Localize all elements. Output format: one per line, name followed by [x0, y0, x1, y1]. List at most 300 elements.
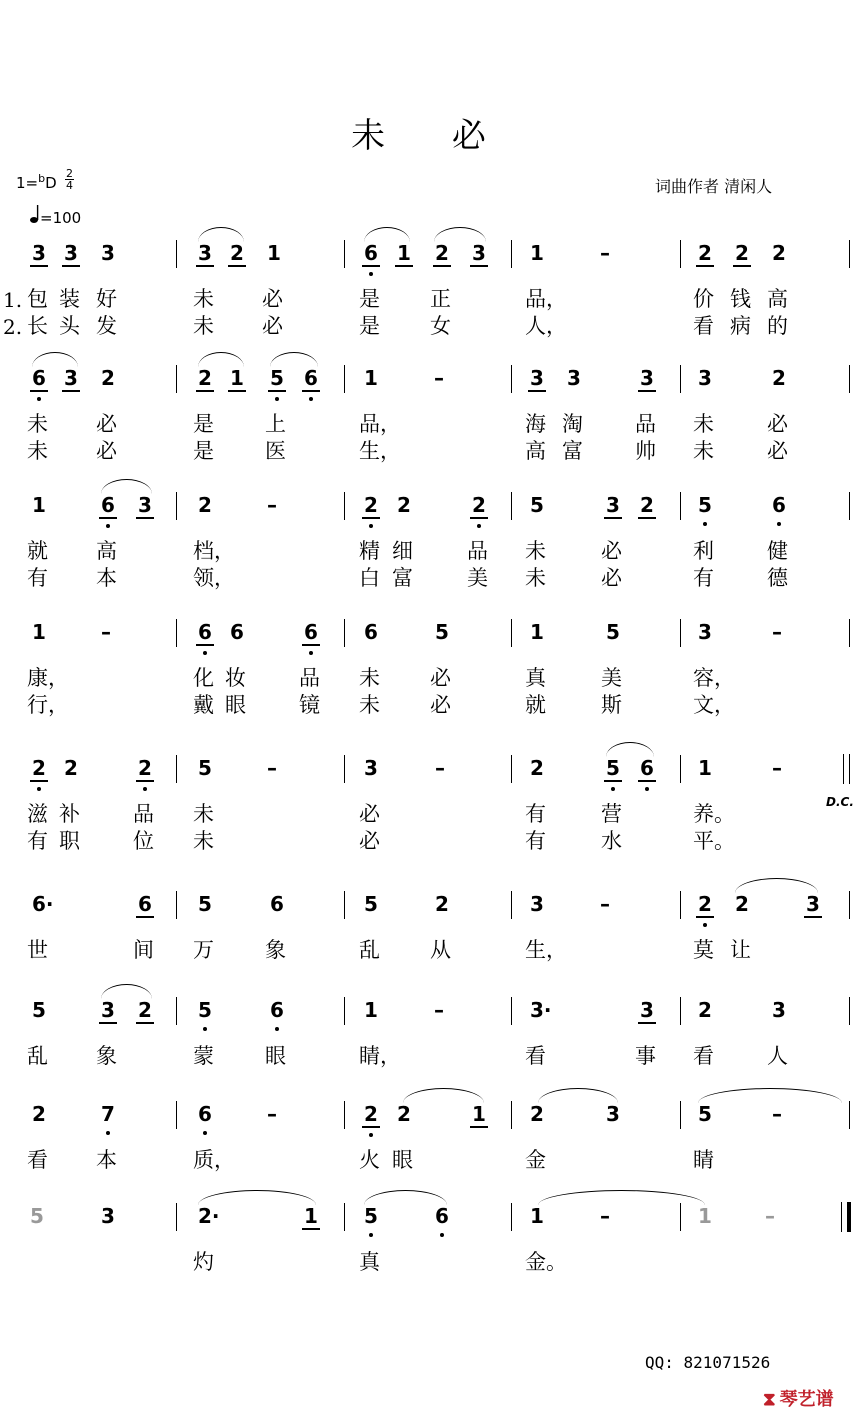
slur — [538, 1088, 618, 1103]
lyric: 病 — [730, 314, 751, 338]
note: 5 — [435, 620, 449, 644]
bar-line — [344, 365, 345, 393]
lyric: 职 — [59, 829, 80, 853]
bar-line — [511, 1101, 512, 1129]
lyric: 精 — [359, 539, 380, 563]
lyric: 富 — [562, 439, 583, 463]
bar-line — [680, 619, 681, 647]
lyric: 乱 — [27, 1044, 48, 1068]
note: 5 — [364, 1204, 378, 1228]
note: 1 — [364, 998, 378, 1022]
bar-line — [344, 1203, 345, 1231]
note: 5 — [606, 620, 620, 644]
note: 3 — [772, 998, 786, 1022]
lyric: 未 — [193, 287, 214, 311]
brand-icon: ⧗ — [763, 1389, 776, 1410]
lyric: 必 — [601, 539, 622, 563]
slur — [403, 1088, 484, 1103]
lyric: 未 — [525, 566, 546, 590]
bar-line — [344, 755, 345, 783]
note: – — [435, 756, 445, 780]
note: 2 — [64, 756, 78, 780]
lyric: 看 — [27, 1148, 48, 1172]
note: 6 — [270, 998, 284, 1022]
note: – — [600, 241, 610, 265]
lyric: 细 — [392, 539, 413, 563]
note: 2 — [138, 998, 152, 1022]
note: 1 — [304, 1204, 318, 1228]
note: 5 — [198, 998, 212, 1022]
note: 2 — [198, 366, 212, 390]
note: 1 — [472, 1102, 486, 1126]
lyric: 就 — [525, 693, 546, 717]
bar-line — [680, 755, 681, 783]
lyric: 眼 — [392, 1148, 413, 1172]
note: 3 — [567, 366, 581, 390]
note: 3 — [640, 998, 654, 1022]
lyric: 好 — [96, 287, 117, 311]
note: 6· — [32, 892, 54, 916]
note: 5 — [198, 756, 212, 780]
lyric: 未 — [193, 829, 214, 853]
lyric: 本 — [96, 566, 117, 590]
note: 6 — [101, 493, 115, 517]
note: 1 — [698, 1204, 712, 1228]
lyric: 眼 — [225, 693, 246, 717]
lyric: 富 — [392, 566, 413, 590]
lyric: 品 — [133, 802, 154, 826]
note: 3 — [530, 366, 544, 390]
bar-line — [176, 997, 177, 1025]
note: 2 — [530, 756, 544, 780]
lyric: 有 — [525, 829, 546, 853]
note: 2 — [101, 366, 115, 390]
note: 3 — [606, 1102, 620, 1126]
lyric: 人， — [525, 314, 567, 338]
quarter-note-icon — [30, 205, 40, 223]
lyric: 必 — [430, 693, 451, 717]
lyric: 必 — [262, 287, 283, 311]
note: 6 — [640, 756, 654, 780]
bar-line — [176, 1203, 177, 1231]
note: 2 — [364, 493, 378, 517]
note: 2 — [32, 1102, 46, 1126]
note: 3 — [101, 998, 115, 1022]
note: 2 — [640, 493, 654, 517]
bar-line — [344, 240, 345, 268]
note: 3 — [640, 366, 654, 390]
slur — [606, 742, 654, 757]
lyric: 容， — [693, 666, 735, 690]
lyric: 美 — [467, 566, 488, 590]
note: 6 — [32, 366, 46, 390]
bar-line — [176, 891, 177, 919]
slur — [198, 352, 244, 367]
lyric: 必 — [767, 412, 788, 436]
note: 6 — [772, 493, 786, 517]
note: 1 — [397, 241, 411, 265]
lyric: 必 — [601, 566, 622, 590]
note: – — [101, 620, 111, 644]
note: 2 — [198, 493, 212, 517]
lyric: 镜 — [299, 693, 320, 717]
lyric: 有 — [27, 829, 48, 853]
bar-line — [511, 891, 512, 919]
note: 3 — [101, 241, 115, 265]
bar-line — [849, 1101, 850, 1129]
lyric: 妆 — [225, 666, 246, 690]
lyric: 海 — [525, 412, 546, 436]
bar-line — [511, 619, 512, 647]
note: 5 — [32, 998, 46, 1022]
note: 6 — [270, 892, 284, 916]
song-title: 未 必 — [351, 116, 514, 156]
lyric: 戴 — [193, 693, 214, 717]
note: 2 — [397, 1102, 411, 1126]
note: 3 — [32, 241, 46, 265]
note: 3 — [530, 892, 544, 916]
bar-line — [511, 492, 512, 520]
bar-line — [680, 365, 681, 393]
time-signature-top: 2 — [66, 167, 73, 180]
note: 2 — [772, 366, 786, 390]
lyric: 乱 — [359, 938, 380, 962]
slur — [538, 1190, 705, 1205]
key-tonic: D — [45, 174, 57, 192]
note: 3 — [606, 493, 620, 517]
lyric: 长 — [27, 314, 48, 338]
bar-line — [680, 1203, 681, 1231]
lyric: 必 — [430, 666, 451, 690]
lyric: 质， — [193, 1148, 235, 1172]
lyric: 位 — [133, 829, 154, 853]
note: 1 — [530, 1204, 544, 1228]
lyric: 头 — [59, 314, 80, 338]
lyric: 化 — [193, 666, 214, 690]
note: 5 — [698, 1102, 712, 1126]
lyric: 斯 — [601, 693, 622, 717]
note: 2 — [364, 1102, 378, 1126]
lyric: 包 — [27, 287, 48, 311]
time-signature — [65, 168, 74, 191]
lyric: 蒙 — [193, 1044, 214, 1068]
slur — [101, 479, 152, 494]
note: 6 — [138, 892, 152, 916]
note: 1 — [32, 620, 46, 644]
lyric: 金 — [525, 1148, 546, 1172]
lyric: 未 — [193, 314, 214, 338]
lyric: 必 — [96, 412, 117, 436]
bar-line — [176, 365, 177, 393]
note: 6 — [230, 620, 244, 644]
slur — [101, 984, 152, 999]
tempo-value: =100 — [40, 209, 82, 227]
note: 3 — [472, 241, 486, 265]
bar-line — [680, 997, 681, 1025]
lyric: 金。 — [525, 1250, 567, 1274]
lyric: 装 — [59, 287, 80, 311]
note: 2 — [772, 241, 786, 265]
note: – — [434, 366, 444, 390]
slur — [364, 227, 410, 242]
lyric: 有 — [693, 566, 714, 590]
bar-line — [344, 492, 345, 520]
note: 2 — [230, 241, 244, 265]
lyric: 品 — [467, 539, 488, 563]
lyric: 必 — [262, 314, 283, 338]
slur — [434, 227, 486, 242]
contact-qq: QQ: 821071526 — [645, 1353, 771, 1372]
note: 3 — [364, 756, 378, 780]
lyric: 档， — [193, 539, 235, 563]
note: 2 — [735, 241, 749, 265]
lyric: 灼 — [193, 1250, 214, 1274]
lyric: 利 — [693, 539, 714, 563]
brand-logo — [763, 1385, 834, 1411]
lyric: 发 — [96, 314, 117, 338]
note: 6 — [304, 620, 318, 644]
lyric: 未 — [193, 802, 214, 826]
brand-name: 琴艺谱 — [779, 1389, 834, 1410]
note: 3 — [101, 1204, 115, 1228]
lyric: 象 — [265, 938, 286, 962]
lyric: 是 — [359, 287, 380, 311]
lyric: 看 — [693, 1044, 714, 1068]
lyric: 未 — [27, 412, 48, 436]
lyric: 让 — [730, 938, 751, 962]
final-bar-line — [847, 1202, 851, 1232]
lyric: 领， — [193, 566, 235, 590]
da-capo-marking: D.C. — [826, 795, 854, 809]
note: 2 — [32, 756, 46, 780]
note: 6 — [364, 620, 378, 644]
lyric: 看 — [525, 1044, 546, 1068]
bar-line — [849, 891, 850, 919]
lyric: 必 — [359, 802, 380, 826]
bar-line — [511, 365, 512, 393]
bar-line — [849, 492, 850, 520]
lyric: 未 — [525, 539, 546, 563]
lyric: 品 — [635, 412, 656, 436]
bar-line — [176, 619, 177, 647]
lyric: 健 — [767, 539, 788, 563]
lyric: 平。 — [693, 829, 735, 853]
lyric: 高 — [96, 539, 117, 563]
bar-line — [176, 1101, 177, 1129]
lyric: 医 — [265, 439, 286, 463]
lyric: 有 — [27, 566, 48, 590]
lyric: 文， — [693, 693, 735, 717]
note: – — [772, 756, 782, 780]
bar-line — [344, 619, 345, 647]
lyric: 的 — [767, 314, 788, 338]
lyric: 高 — [767, 287, 788, 311]
lyric: 是 — [193, 412, 214, 436]
slur — [198, 227, 244, 242]
lyric: 白 — [359, 566, 380, 590]
lyric: 品 — [299, 666, 320, 690]
note: – — [772, 620, 782, 644]
lyric: 本 — [96, 1148, 117, 1172]
note: 2 — [435, 241, 449, 265]
bar-line — [511, 1203, 512, 1231]
lyric: 补 — [59, 802, 80, 826]
note: 6 — [435, 1204, 449, 1228]
note: 6 — [364, 241, 378, 265]
note: 3· — [530, 998, 552, 1022]
bar-line — [344, 891, 345, 919]
lyric: 真 — [525, 666, 546, 690]
note: – — [765, 1204, 775, 1228]
note: 3 — [64, 241, 78, 265]
bar-line — [344, 997, 345, 1025]
bar-line — [849, 240, 850, 268]
note: – — [600, 1204, 610, 1228]
lyric: 从 — [430, 938, 451, 962]
lyric: 高 — [525, 439, 546, 463]
note: 2 — [138, 756, 152, 780]
note: 2 — [698, 241, 712, 265]
lyric: 就 — [27, 539, 48, 563]
author-credit: 词曲作者 清闲人 — [655, 177, 773, 196]
tempo-marking — [30, 205, 81, 227]
note: – — [267, 493, 277, 517]
lyric: 有 — [525, 802, 546, 826]
note: 2 — [472, 493, 486, 517]
note: 5 — [198, 892, 212, 916]
lyric: 睛， — [359, 1044, 401, 1068]
note: 2 — [698, 998, 712, 1022]
double-bar-line — [843, 754, 844, 784]
note: 3 — [198, 241, 212, 265]
lyric: 间 — [133, 938, 154, 962]
note: 6 — [304, 366, 318, 390]
note: – — [600, 892, 610, 916]
note: 1 — [530, 241, 544, 265]
lyric: 是 — [193, 439, 214, 463]
slur — [32, 352, 78, 367]
lyric: 行， — [27, 693, 69, 717]
lyric: 水 — [601, 829, 622, 853]
bar-line — [849, 365, 850, 393]
note: 1 — [364, 366, 378, 390]
time-signature-bottom: 4 — [66, 179, 73, 192]
note: 2 — [397, 493, 411, 517]
lyric: 品， — [359, 412, 401, 436]
lyric: 莫 — [693, 938, 714, 962]
note: 5 — [530, 493, 544, 517]
note: 7 — [101, 1102, 115, 1126]
final-bar-line — [841, 1202, 842, 1232]
note: 5 — [606, 756, 620, 780]
bar-line — [176, 492, 177, 520]
bar-line — [849, 997, 850, 1025]
note: 2 — [698, 892, 712, 916]
bar-line — [680, 492, 681, 520]
lyric: 必 — [767, 439, 788, 463]
lyric: 德 — [767, 566, 788, 590]
bar-line — [344, 1101, 345, 1129]
bar-line — [511, 755, 512, 783]
lyric: 滋 — [27, 802, 48, 826]
slur — [698, 1088, 842, 1103]
note: 1 — [32, 493, 46, 517]
lyric: 未 — [693, 412, 714, 436]
lyric: 营 — [601, 802, 622, 826]
lyric: 品， — [525, 287, 567, 311]
note: – — [772, 1102, 782, 1126]
lyric: 眼 — [265, 1044, 286, 1068]
lyric: 淘 — [562, 412, 583, 436]
lyric: 康， — [27, 666, 69, 690]
note: 2· — [198, 1204, 220, 1228]
lyric: 火 — [359, 1148, 380, 1172]
bar-line — [511, 240, 512, 268]
key-flat: b — [38, 172, 46, 185]
bar-line — [176, 755, 177, 783]
lyric: 未 — [359, 693, 380, 717]
verse-number: 2. — [3, 315, 23, 339]
lyric: 事 — [635, 1044, 656, 1068]
note: 3 — [64, 366, 78, 390]
note: 2 — [435, 892, 449, 916]
lyric: 养。 — [693, 802, 735, 826]
note: 1 — [267, 241, 281, 265]
lyric: 上 — [265, 412, 286, 436]
lyric: 看 — [693, 314, 714, 338]
note: 6 — [198, 620, 212, 644]
bar-line — [849, 619, 850, 647]
lyric: 象 — [96, 1044, 117, 1068]
lyric: 未 — [359, 666, 380, 690]
lyric: 生， — [359, 439, 401, 463]
note: – — [434, 998, 444, 1022]
note: 3 — [138, 493, 152, 517]
note: 1 — [530, 620, 544, 644]
note: 6 — [198, 1102, 212, 1126]
note: 3 — [698, 620, 712, 644]
note: 2 — [735, 892, 749, 916]
lyric: 帅 — [635, 439, 656, 463]
lyric: 人 — [767, 1044, 788, 1068]
slur — [364, 1190, 447, 1205]
bar-line — [680, 891, 681, 919]
lyric: 真 — [359, 1250, 380, 1274]
lyric: 钱 — [730, 287, 751, 311]
bar-line — [680, 240, 681, 268]
lyric: 必 — [96, 439, 117, 463]
lyric: 价 — [693, 287, 714, 311]
lyric: 是 — [359, 314, 380, 338]
bar-line — [511, 997, 512, 1025]
note: 5 — [270, 366, 284, 390]
lyric: 女 — [430, 314, 451, 338]
note: 1 — [230, 366, 244, 390]
key-signature — [16, 172, 57, 192]
note: 1 — [698, 756, 712, 780]
lyric: 必 — [359, 829, 380, 853]
note: 2 — [530, 1102, 544, 1126]
lyric: 世 — [27, 938, 48, 962]
verse-number: 1. — [3, 288, 23, 312]
note: 5 — [30, 1204, 44, 1228]
note: 3 — [806, 892, 820, 916]
slur — [198, 1190, 316, 1205]
note: 3 — [698, 366, 712, 390]
bar-line — [680, 1101, 681, 1129]
lyric: 万 — [193, 938, 214, 962]
lyric: 美 — [601, 666, 622, 690]
